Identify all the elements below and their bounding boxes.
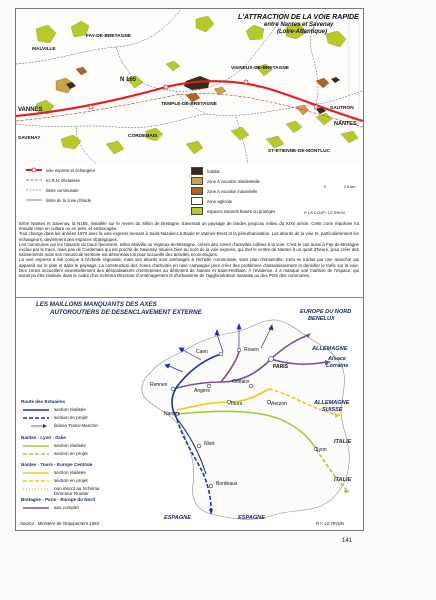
region-espagne-1: ESPAGNE <box>164 515 191 521</box>
legend-section-projet-1: section en projet <box>54 415 88 420</box>
legend-industrielle <box>191 187 258 195</box>
legend-ex-rn <box>26 177 80 183</box>
legend-naturels <box>191 207 275 215</box>
region-italie-1: ITALIE <box>334 439 352 445</box>
legend-nantes-tours: Nantes - Tours - Europe Centrale <box>21 462 93 467</box>
legend-non-inscrit: non inscrit au Schéma Directeur Routier <box>54 486 100 496</box>
place-vigneux: VIGNEUX-DE-BRETAGNE <box>231 66 290 71</box>
city-nantes: Nantes <box>164 411 180 417</box>
bottom-map-legend <box>21 399 116 514</box>
legend-bretagne-paris: Bretagne - Paris - Europe du Nord <box>21 497 96 502</box>
agricole-swatch <box>191 197 203 205</box>
legend-habitat-label: habitat <box>207 168 220 174</box>
residentielle-swatch <box>191 177 203 185</box>
city-lyon: Lyon <box>316 447 327 453</box>
region-lorraine: Lorraine <box>326 363 349 369</box>
top-map-subtitle-1: entre Nantes et Savenay <box>264 22 334 28</box>
scale-km: 2,5 km <box>344 185 356 189</box>
legend-naturels-label: espaces naturels boisés ou protégés <box>207 208 276 214</box>
place-temple: TEMPLE-DE-BRETAGNE <box>161 102 217 107</box>
body-paragraph-4: La voie express a été conçue à l'échelle régionale, mais ses abords sont aménagés à l'échelle communale, sans plan d'ensemble. Cela se traduit par une anarchie qui apparaît sur le plan et dans le paysage. La construction des zones d'activités en rase campagne peut créer des problèmes d'assainissement et densifier le trafic sur la voie. Des zones accueillent essentiellement des délocalisations d'entreprises au détriment de Nantes et Saint-Herblain. À l'évidence, il a manqué une maîtrise de l'espace, qui aurait pu être réalisée dans le cadre d'un Schéma Directeur d'Aménagement et d'Urbanisme de l'agglomération nantaise ou des POS des communes. <box>19 257 359 279</box>
place-n165: N 165 <box>120 77 137 83</box>
legend-section-projet-3: section en projet <box>54 478 88 483</box>
place-nantes: NANTES <box>334 121 357 127</box>
city-caen: Caen <box>196 349 208 355</box>
region-europe-nord: EUROPE DU NORD <box>300 309 352 315</box>
legend-limite-communale <box>26 187 79 193</box>
region-benelux: BENELUX <box>308 316 335 322</box>
city-niort: Niort <box>204 441 215 447</box>
naturels-swatch <box>191 207 203 215</box>
top-map-credit: P. LA COUR / LE RHUN <box>304 211 345 215</box>
city-vierzon: Vierzon <box>270 401 287 407</box>
place-malville: MALVILLE <box>32 47 56 52</box>
bottom-map-source: Source : Ministère de l'Equipement 1993 <box>20 521 99 526</box>
legend-nantes-lyon-italie: Nantes - Lyon - Italie <box>21 435 66 440</box>
city-paris: PARIS <box>273 364 288 370</box>
industrielle-swatch <box>191 187 203 195</box>
habitat-swatch <box>191 167 203 175</box>
bottom-map-title-2: AUTOROUTIERS DE DESENCLAVEMENT EXTERNE <box>50 309 202 316</box>
city-angers: Angers <box>194 388 210 394</box>
city-orleans: Orléans <box>232 379 250 385</box>
top-map-legend <box>26 167 356 219</box>
legend-section-realisee-3: section réalisée <box>54 470 86 475</box>
place-savenay: SAVENAY <box>18 136 41 141</box>
body-paragraph-3: Les communes qui les hasards du tracé favorisent, telles Malville ou Vigneux-de-Bretagne, créent des zones d'activités collées à la voie. C'est le cas aussi à Fay-de-Bretagne exclue par le tracé, mais pas de Cordemais qui est proche de Savenay, situées bien au nord de la voie express, qui met le centre de Nantes à un quart d'heure, pour créer des lotissements mais son minuscule territoire est désormais loti pour accueillir des activités économiques. <box>19 241 359 258</box>
city-rennes: Rennes <box>150 382 168 388</box>
legend-section-projet-2: section en projet <box>54 451 88 456</box>
region-espagne-2: ESPAGNE <box>238 515 265 521</box>
region-alsace: Alsace <box>328 356 347 362</box>
bottom-map-credit: P.Y. LE RHUN <box>316 521 344 526</box>
scale-zero: 0 <box>324 185 327 189</box>
region-italie-2: ITALIE <box>334 477 352 483</box>
legend-limite-communale-label: limite communale <box>46 187 79 193</box>
legend-agricole <box>191 197 232 205</box>
legend-industrielle-label: zone à vocation industrielle <box>207 188 258 194</box>
place-vannes: VANNES <box>18 107 43 113</box>
legend-trans-manche: liaison Trans-Manche <box>54 423 98 428</box>
legend-agricole-label: zone agricole <box>207 198 232 204</box>
legend-ex-rn-label: ex R.N. déclassée <box>46 177 80 183</box>
page-number: 141 <box>342 538 353 544</box>
legend-residentielle <box>191 177 260 185</box>
legend-bretagne-line <box>21 505 51 513</box>
place-fay: FAY-DE-BRETAGNE <box>86 34 132 39</box>
legend-habitat <box>191 167 220 175</box>
place-saint-etienne: ST-ETIENNE-DE-MONTLUC <box>268 149 331 154</box>
body-paragraph-1: Entre Nantes et Savenay, la N165, installée sur le revers du Sillon de Bretagne, traversait un paysage de landes jusqu'au milieu du XIXe siècle. Cette zone répulsive fut ensuite mise en culture ou en prés, et embocagée. <box>19 221 359 232</box>
city-tours: Tours <box>230 401 243 407</box>
region-allemagne-suisse-2: SUISSE <box>322 407 343 413</box>
legend-voie-express-label: voie express et échangeur <box>46 167 96 173</box>
legend-voie-express <box>26 167 95 173</box>
top-map-title: L'ATTRACTION DE LA VOIE RAPIDE <box>238 14 359 21</box>
body-paragraph-2: Tout change dans les années 1970 avec la voie express menant à Saint-Nazaire-La Baule et Vannes-Brest et la périurbanisation. Les abords de la voie et, particulièrement les échangeurs, deviennent des espaces stratégiques. <box>19 231 359 242</box>
legend-limite-zone <box>26 197 91 203</box>
body-text <box>19 221 359 278</box>
bottom-map-title-1: LES MAILLONS MANQUANTS DES AXES <box>36 301 157 308</box>
region-allemagne: ALLEMAGNE <box>312 346 348 352</box>
city-bordeaux: Bordeaux <box>216 481 238 487</box>
legend-section-realisee-1: section réalisée <box>54 407 86 412</box>
legend-tours-lines <box>21 470 51 494</box>
legend-limite-zone-label: limite de la zone d'étude <box>46 197 92 203</box>
city-rouen: Rouen <box>244 347 259 353</box>
legend-residentielle-label: zone à vocation résidentielle <box>207 178 260 184</box>
legend-lyon-lines <box>21 443 51 459</box>
page-frame <box>15 8 364 531</box>
legend-estuaires-lines <box>21 407 51 433</box>
section-divider <box>16 297 363 298</box>
region-allemagne-suisse-1: ALLEMAGNE <box>314 400 350 406</box>
top-map-subtitle-2: (Loire-Atlantique) <box>277 29 327 35</box>
legend-section-realisee-2: section réalisée <box>54 443 86 448</box>
place-sautron: SAUTRON <box>330 106 354 111</box>
place-cordemais: CORDEMAIS <box>128 134 158 139</box>
legend-route-estuaires: Route des Estuaires <box>21 399 66 404</box>
legend-axe-complet: axe complet <box>54 505 79 510</box>
